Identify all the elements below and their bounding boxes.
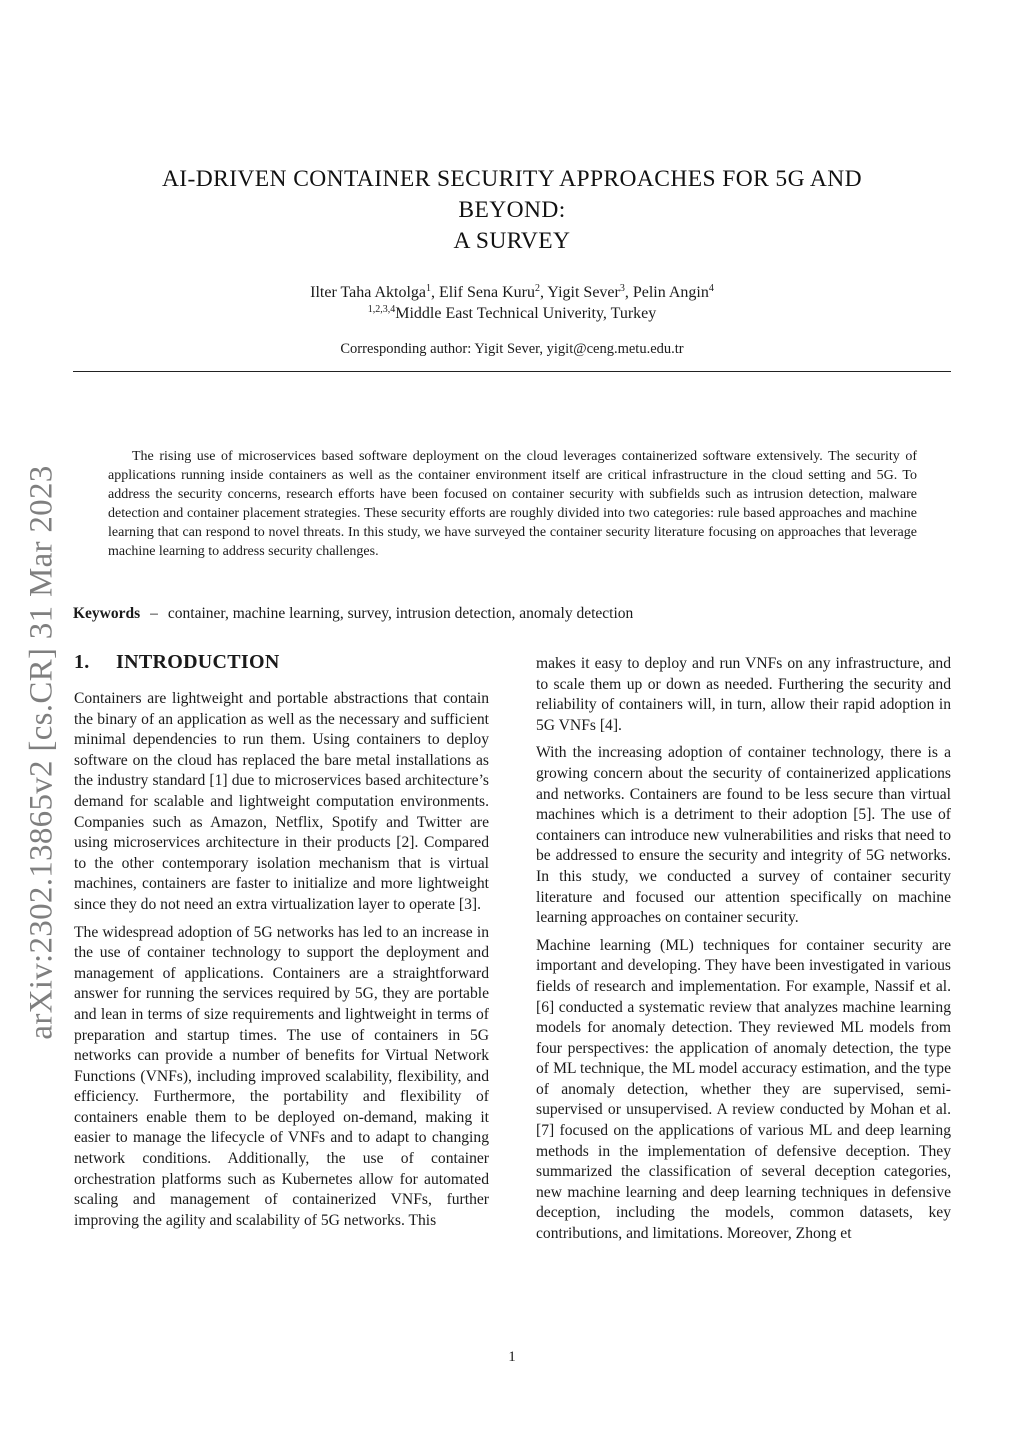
paragraph: The widespread adoption of 5G networks has led to an increase in the use of container technology to support the deployment and management of applications. Containers are a straightforward answer for running the services required by 5G, they are portable and lean in terms of size requirements and lightweight in terms of preparation and startup times. The use of containers in 5G networks can provide a number of benefits for Virtual Network Functions (VNFs), including improved scalability, flexibility, and efficiency. Furthermore, the portability and flexibility of containers enable them to be deployed on-demand, making it easier to manage the lifecycle of VNFs and to adapt to changing network conditions. Additionally, the use of container orchestration platforms such as Kubernetes allow for automated scaling and management of containerized VNFs, further improving the agility and scalability of 5G networks. This — [74, 923, 489, 1229]
abstract: The rising use of microservices based software deployment on the cloud leverages containerized software extensively. The security of applications running inside containers as well as the container environment itself are critical infrastructure in the cloud setting and 5G. To address the security concerns, research efforts have been focused on container security with subfields such as intrusion detection, malware detection and container placement strategies. These security efforts are roughly divided into two categories: rule based approaches and machine learning that can respond to novel threats. In this study, we have surveyed the container security literature focusing on approaches that leverage machine learning to address security challenges. — [108, 449, 917, 560]
keywords — [73, 603, 951, 625]
section-number: 1. — [74, 651, 90, 673]
author-affiliation-mark: 4 — [708, 283, 714, 294]
paragraph: makes it easy to deploy and run VNFs on any infrastructure, and to scale them up or down as needed. Furthering the security and reliability of containers will, in turn, allow their rapid adoption in 5G VNFs [4]. — [536, 655, 951, 734]
paragraph: Containers are lightweight and portable abstractions that contain the binary of an application as well as the necessary and sufficient minimal dependencies to run them. Using containers to deploy software on the cloud has replaced the bare metal installations as the industry standard [1] due to microservices based architecture’s demand for scalable and lightweight computation environments. Companies such as Amazon, Netflix, Spotify and Twitter are using microservices architecture in their products [2]. Compared to the other contemporary isolation mechanism that is virtual machines, containers are faster to initialize and more lightweight since they do not need an extra virtualization layer to operate [3]. — [74, 690, 489, 913]
paper-title — [60, 164, 964, 257]
affiliation — [0, 299, 1024, 325]
left-column — [74, 650, 489, 1238]
title-line-2: BEYOND: — [458, 197, 566, 223]
author-affiliation-mark: 2 — [535, 283, 540, 294]
arxiv-side-stamp — [22, 445, 62, 1060]
paragraph: Machine learning (ML) techniques for container security are important and developing. They have been investigated in various fields of research and implementation. For example, Nassif et al. [6] conducted a systematic review that analyzes machine learning models for anomaly detection. They reviewed ML models from four perspectives: the application of anomaly detection, the type of ML technique, the ML model accuracy estimation, and the type of anomaly detection, whether they are supervised, semi-supervised or unsupervised. A review conducted by Mohan et al. [7] focused on the applications of various ML and deep learning methods in the implementation of defensive deception. They summarized the classification of several deception categories, new machine learning and deep learning techniques in defensive deception, including the models, common datasets, key contributions, and limitations. Moreover, Zhong et — [536, 936, 951, 1243]
paragraph: With the increasing adoption of container technology, there is a growing concern about the security of containerized applications and networks. Containers are found to be less secure than virtual machines which is a detriment to their adoption [5]. The use of containers can introduce new vulnerabilities and risks that need to be addressed to ensure the security and integrity of 5G networks. In this study, we conducted a survey of container security literature and focused our attention specifically on machine learning approaches on container security. — [536, 744, 951, 927]
author-name: Pelin Angin — [632, 284, 709, 301]
section-title: INTRODUCTION — [116, 651, 280, 673]
arxiv-identifier: arXiv:2302.13865v2 [cs.CR] 31 Mar 2023 — [23, 465, 60, 1040]
affiliation-text: Middle East Technical Univerity, Turkey — [395, 305, 657, 322]
corresponding-author: Corresponding author: Yigit Sever, yigit@ceng.metu.edu.tr — [340, 341, 684, 357]
author-name: Ilter Taha Aktolga — [310, 284, 427, 301]
section-heading — [74, 650, 489, 674]
title-line-1: AI-DRIVEN CONTAINER SECURITY APPROACHES FOR 5G AND — [161, 166, 863, 192]
keywords-dash: – — [150, 605, 158, 622]
keywords-label: Keywords — [73, 605, 141, 622]
keywords-text: container, machine learning, survey, intrusion detection, anomaly detection — [167, 605, 634, 622]
author-name: Yigit Sever — [547, 284, 620, 301]
right-column — [536, 654, 951, 1252]
title-line-3: A SURVEY — [453, 228, 571, 254]
author-affiliation-mark: 3 — [619, 283, 625, 294]
title-divider — [73, 371, 951, 372]
affiliation-mark: 1,2,3,4 — [367, 304, 396, 315]
page-number: 1 — [508, 1349, 516, 1365]
author-affiliation-mark: 1 — [426, 283, 432, 294]
author-list: Ilter Taha Aktolga$^1$, Elif Sena Kuru$^2$, Yigit Sever$^3$, Pelin Angin$^4$ — [310, 283, 714, 301]
author-name: Elif Sena Kuru — [439, 284, 535, 301]
